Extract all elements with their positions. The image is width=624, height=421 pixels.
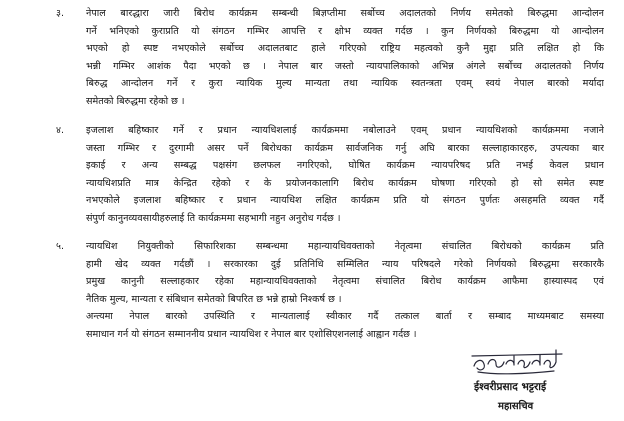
point-text xyxy=(86,122,604,227)
point-number: ४. xyxy=(56,125,65,136)
text-line: न्यायधिशप्रति मात्र केन्द्रित रहेको र के प्रयोजनकालागि बिरोध कार्यक्रम घोषणा गरिएको हो सो समेत स्पष्ट xyxy=(86,177,604,189)
text-line: भएको हो स्पष्ट नभएकोले सर्बोच्च अदालतबाट हाले गरिएको राष्ट्रिय महत्वको कुनै मुद्दा प्रति लक्षित हो कि xyxy=(86,43,604,54)
text-line: जस्ता गम्भिर र दुरगामी असर पर्ने बिरोधका कार्यक्रम सार्वजनिक गर्नु अघि बारका सल्लाहाकारहरु, उपत्यका बार xyxy=(86,142,604,154)
handwritten-signature xyxy=(466,342,566,378)
point-text xyxy=(86,5,604,110)
text-line: भन्नी गम्भिर आशंक पैदा भएको छ । नेपाल बार जस्तो न्यायपालिकाको अभिन्न अंगले सर्बोच्च अदालतको निर्णय xyxy=(86,60,604,72)
text-line: इजलाश बहिष्कार गर्ने र प्रधान न्यायधिशलाई कार्यक्रममा नबोलाउने एवम् प्रधान न्यायधिशको कार्यक्रममा नजाने xyxy=(86,125,604,136)
text-line: समेतको बिरुद्धमा रहेको छ । xyxy=(86,95,185,107)
signature-block xyxy=(440,342,600,421)
text-line: अन्त्यमा नेपाल बारको उपस्थिति र मान्यतालाई स्वीकार गर्दै तत्काल बार्ता र सम्बाद माध्यमबाट समस्या xyxy=(86,311,604,322)
text-line: इकाई र अन्य सम्बद्ध पक्षसंग छलफल नगरिएको, घोषित कार्यक्रम न्यायपरिषद प्रति नभई केवल प्रधान xyxy=(86,160,604,171)
point-number: ३. xyxy=(56,8,65,19)
text-line: न्यायधिश नियुक्तीको सिफारिशका सम्बन्धमा महान्यायधिवक्ताको नेतृत्वमा संचालित बिरोधको कार्यक्रम प्रति xyxy=(86,241,604,252)
text-line: नभएकोले इजलाश बहिष्कार र प्रधान न्यायधिश लक्षित कार्यक्रम प्रति यो संगठन पुर्णतः असहमति व्यक्त गर्दै xyxy=(86,195,604,206)
text-line: हामी खेद व्यक्त गर्दछौं । सरकारका दुई प्रतिनिधि सम्मिलित न्याय परिषदले गरेको निर्णयको बिरुद्धमा सरकारकै xyxy=(86,258,604,270)
text-line: समाधान गर्न यो संगठन सम्माननीय प्रधान न्यायधिश र नेपाल बार एशोसिएशनलाई आह्वान गर्दछ । xyxy=(86,328,417,340)
point-text xyxy=(86,238,604,343)
text-line: नेपाल बारद्धारा जारी बिरोध कार्यक्रम सम्बन्धी बिज्ञप्तीमा सर्बोच्च अदालतको निर्णय समेतको बिरुद्धमा आन्दोलन xyxy=(86,8,604,19)
point-number: ५. xyxy=(56,241,65,252)
text-line: बिरुद्ध आन्दोलन गर्ने र कुरा न्यायिक मुल्य मान्यता तथा न्यायिक स्वतन्त्रता एवम् स्वयं नेपाल बारको मर्यादा xyxy=(86,78,604,89)
text-line: संपुर्ण कानुनव्यवसायीहरुलाई ति कार्यक्रममा सहभागी नहुन अनुरोध गर्दछ । xyxy=(86,212,341,224)
text-line: प्रमुख कानुनी सल्लाहकार रहेका महान्यायधिवक्ताको नेतृत्वमा संचालित बिरोध कार्यक्रम आफैमा हास्यास्पद एवं xyxy=(86,276,604,287)
signatory-name: ईश्वरीप्रसाद भट्टराई xyxy=(474,381,547,393)
text-line: नैतिक मुल्य, मान्यता र संबिधान समेतको बिपरित छ भन्ने हाम्रो निश्कर्ष छ । xyxy=(86,293,342,305)
signatory-title: महासचिव xyxy=(498,401,534,412)
text-line: गर्ने भनिएको कुराप्रति यो संगठन गम्भिर आपत्ति र क्षोभ व्यक्त गर्दछ । कुन निर्णयको बिरुद्धमा यो आन्दोलन xyxy=(86,25,604,37)
